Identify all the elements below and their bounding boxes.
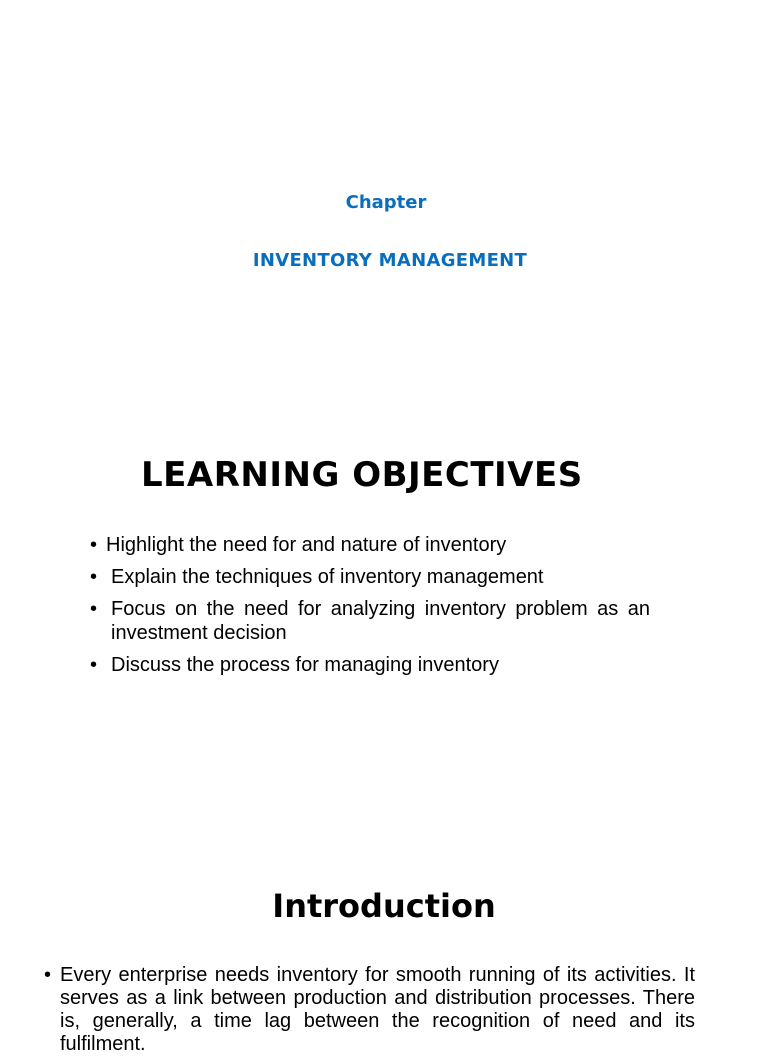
bullet-icon: • xyxy=(90,566,98,588)
introduction-list xyxy=(44,964,695,1056)
introduction-item xyxy=(44,964,695,1056)
objective-item xyxy=(90,653,650,677)
chapter-label: Chapter xyxy=(345,192,427,213)
introduction-heading: Introduction xyxy=(272,887,496,925)
objective-text: Highlight the need for and nature of inventory xyxy=(106,534,507,556)
objective-text: Discuss the process for managing inventory xyxy=(111,654,499,676)
objective-text: Focus on the need for analyzing inventory problem as an investment decision xyxy=(111,598,650,644)
learning-objectives-list xyxy=(90,533,650,685)
objective-text: Explain the techniques of inventory management xyxy=(111,566,544,588)
bullet-icon: • xyxy=(90,654,98,676)
introduction-text: Every enterprise needs inventory for smooth running of its activities. It serves as a link between production and distribution processes. There is, generally, a time lag between the recognition of need and its fulfilment. xyxy=(60,964,695,1055)
bullet-icon: • xyxy=(90,534,98,556)
chapter-title: INVENTORY MANAGEMENT xyxy=(252,250,528,271)
bullet-icon: • xyxy=(90,598,98,620)
objective-item xyxy=(90,597,650,645)
objective-item xyxy=(90,533,650,557)
objective-item xyxy=(90,565,650,589)
bullet-icon: • xyxy=(44,964,52,986)
learning-objectives-heading: LEARNING OBJECTIVES xyxy=(141,455,583,495)
